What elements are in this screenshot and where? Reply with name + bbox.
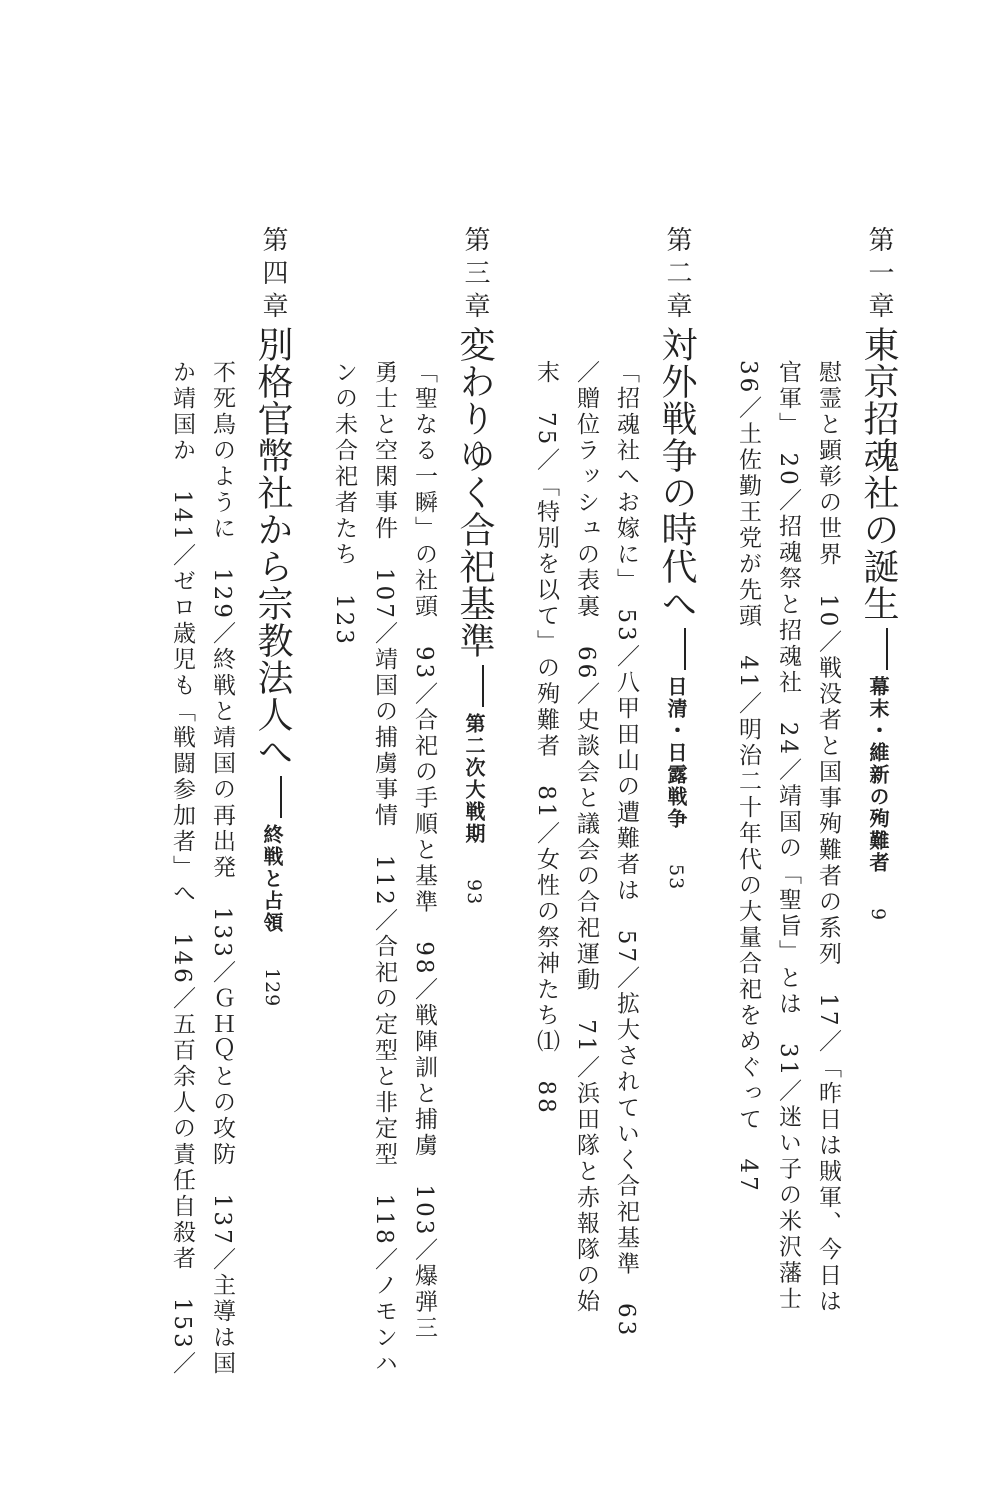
- chapter-2-title: 対外戦争の時代へ: [656, 326, 697, 622]
- chapter-2-subtitle: 日清・日露戦争: [664, 676, 688, 830]
- chapter-1-title: 東京招魂社の誕生: [858, 326, 899, 622]
- chapter-2-page[interactable]: 53: [665, 864, 687, 891]
- chapter-4-entry-line-2: か靖国か 141／ゼロ歳児も「戦闘参加者」へ 146／五百余人の責任自殺者 153／: [169, 360, 195, 1377]
- chapter-3-entry-line-2: 勇士と空閑事件 107／靖国の捕虜事情 112／合祀の定型と非定型 118／ノモンハ: [371, 360, 397, 1377]
- chapter-2-entry-line-2: ／贈位ラッシュの表裏 66／史談会と議会の合祀運動 71／浜田隊と赤報隊の始: [573, 360, 599, 1315]
- chapter-3-rule: [482, 665, 484, 707]
- chapter-1-entry-line-3: 36／土佐勤王党が先頭 41／明治二十年代の大量合祀をめぐって 47: [735, 360, 761, 1194]
- chapter-3-title-line: [454, 326, 495, 906]
- chapter-2-entry-line-3: 末 75／「特別を以て」の殉難者 81／女性の祭神たち⑴ 88: [533, 360, 559, 1116]
- chapter-1-page[interactable]: 9: [867, 908, 889, 922]
- chapter-3-page[interactable]: 93: [463, 879, 485, 906]
- chapter-4-title: 別格官幣社から宗教法人へ: [252, 326, 293, 770]
- chapter-1-subtitle: 幕末・維新の殉難者: [866, 676, 890, 874]
- chapter-4-title-line: [252, 326, 293, 1008]
- chapter-3-entry-line-1: 「聖なる一瞬」の社頭 93／合祀の手順と基準 98／戦陣訓と捕虜 103／爆弾三: [411, 360, 437, 1342]
- chapter-2-rule: [684, 628, 686, 670]
- chapter-4-rule: [280, 776, 282, 818]
- chapter-4-subtitle: 終戦と占領: [260, 824, 284, 934]
- chapter-4-label: 第四章: [258, 226, 288, 325]
- chapter-1-entry-line-1: 慰霊と顕彰の世界 10／戦没者と国事殉難者の系列 17／「昨日は賊軍、今日は: [815, 360, 841, 1315]
- chapter-1-rule: [886, 628, 888, 670]
- chapter-4-page[interactable]: 129: [261, 968, 283, 1008]
- chapter-3-entry-line-3: ンの未合祀者たち 123: [331, 360, 357, 647]
- chapter-3-subtitle: 第二次大戦期: [462, 713, 486, 845]
- chapter-3-label: 第三章: [460, 226, 490, 325]
- chapter-2-title-line: [656, 326, 697, 891]
- chapter-3-title: 変わりゆく合祀基準: [454, 326, 495, 659]
- chapter-2-entry-line-1: 「招魂社へお嫁に」 53／八甲田山の遭難者は 57／拡大されていく合祀基準 63: [613, 360, 639, 1339]
- chapter-1-title-line: [858, 326, 899, 922]
- chapter-1-entry-line-2: 官軍」 20／招魂祭と招魂社 24／靖国の「聖旨」とは 31／迷い子の米沢藩士: [775, 360, 801, 1313]
- chapter-1-label: 第一章: [864, 226, 894, 325]
- chapter-4-entry-line-1: 不死鳥のように 129／終戦と靖国の再出発 133／ＧＨＱとの攻防 137／主導は国: [209, 360, 235, 1377]
- chapter-2-label: 第二章: [662, 226, 692, 325]
